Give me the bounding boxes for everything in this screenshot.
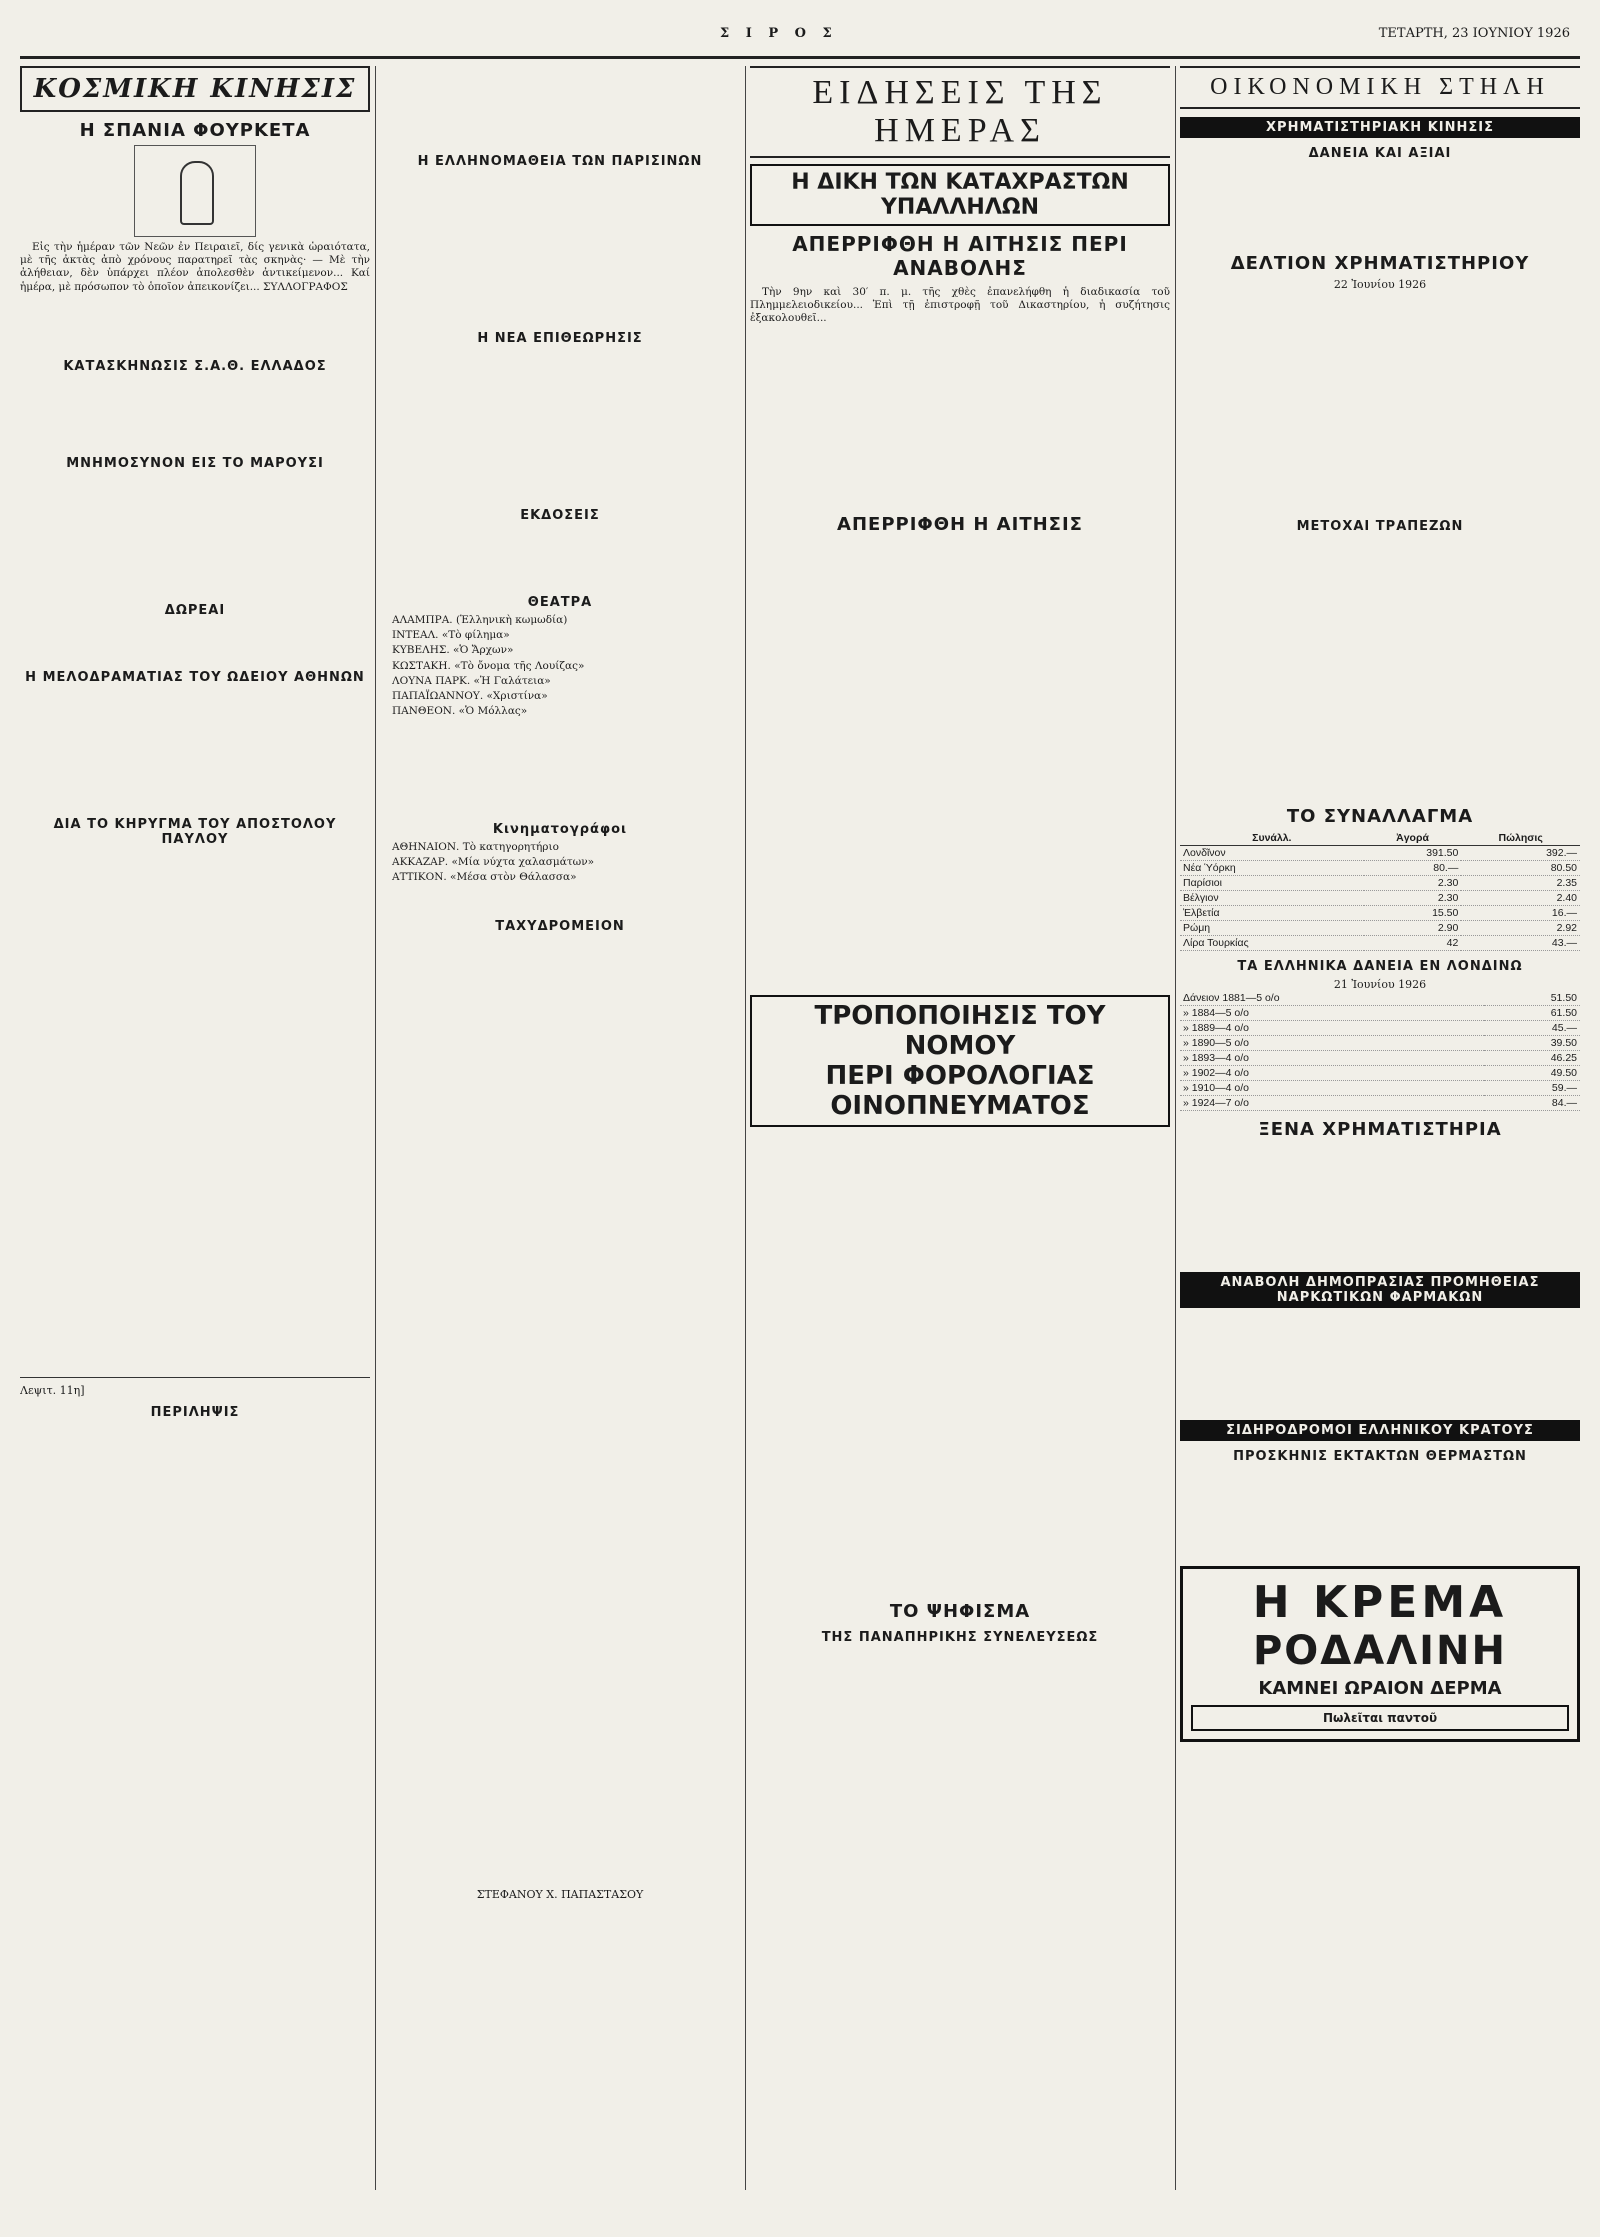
loan-row: » 1924—7 ο/ο 84.— (1180, 1096, 1580, 1111)
divider (20, 1377, 370, 1378)
section-title: ΤΟ ΣΥΝΑΛΛΑΓΜΑ (1286, 806, 1474, 827)
newspaper-page (20, 20, 1580, 2190)
date-line: 22 Ἰουνίου 1926 (1333, 278, 1427, 291)
section-title: ΤΑΧΥΔΡΟΜΕΙΟΝ (495, 919, 625, 934)
section-title: ΔΕΛΤΙΟΝ ΧΡΗΜΑΤΙΣΤΗΡΙΟΥ (1230, 253, 1530, 274)
social-masthead: ΚΟΣΜΙΚΗ ΚΙΝΗΣΙΣ (20, 66, 370, 112)
article-body: Τὴν 9ην καὶ 30′ π. μ. τῆς χθὲς ἐπανελήφθη ἡ διαδικασία τοῦ Πλημμελειοδικείου... Ἐπὶ τῇ ἐπιστροφῇ τοῦ Δικαστηρίου, ἡ συζήτησις ἐξακολουθεῖ... (750, 286, 1170, 325)
column-daily-news (750, 66, 1170, 2190)
section-title: ΑΠΕΡΡΙΦΘΗ Η ΑΙΤΗΣΙΣ (837, 514, 1083, 535)
economic-masthead: ΟΙΚΟΝΟΜΙΚΗ ΣΤΗΛΗ (1180, 66, 1580, 109)
section-title: Η ΕΛΛΗΝΟΜΑΘΕΙΑ ΤΩΝ ΠΑΡΙΣΙΝΩΝ (417, 154, 703, 169)
securities-table (1180, 291, 1580, 511)
loan-row: » 1884—5 ο/ο 61.50 (1180, 1006, 1580, 1021)
section-body (750, 1133, 1170, 1593)
section-body (1180, 1312, 1580, 1412)
section-title: ΚΑΤΑΣΚΗΝΩΣΙΣ Σ.Α.Θ. ΕΛΛΑΔΟΣ (63, 359, 327, 374)
section-body (20, 689, 370, 809)
section-title: ΑΝΑΒΟΛΗ ΔΗΜΟΠΡΑΣΙΑΣ ΠΡΟΜΗΘΕΙΑΣ ΝΑΡΚΩΤΙΚΩΝ ΦΑΡΜΑΚΩΝ (1180, 1272, 1580, 1308)
exchange-row: Ἑλβετία 15.50 16.— (1180, 906, 1580, 921)
section-title: ΜΕΤΟΧΑΙ ΤΡΑΠΕΖΩΝ (1296, 519, 1464, 534)
date-line: 21 Ἰουνίου 1926 (1333, 978, 1427, 991)
section-body (750, 539, 1170, 989)
section-body (20, 1424, 370, 1824)
article-continuation (380, 66, 740, 146)
section-body (380, 938, 740, 1888)
advertisement: Η ΚΡΕΜΑ ΡΟΔΑΛΙΝΗ ΚΑΜΝΕΙ ΩΡΑΙΟΝ ΔΕΡΜΑ Πωλεῖται παντοῦ (1180, 1566, 1580, 1742)
newspaper-name: Σ Ι Ρ Ο Σ (720, 26, 838, 41)
theatre-listings: ΑΛΑΜΠΡΑ. (Ἑλληνικὴ κωμωδία) ΙΝΤΕΑΛ. «Τὸ φίλημα» ΚΥΒΕΛΗΣ. «Ὁ Ἄρχων» ΚΩΣΤΑΚΗ. «Τὸ ὄνομα τῆς Λουίζας» ΛΟΥΝΑ ΠΑΡΚ. «Ἡ Γαλάτεια» ΠΑΠΑΪΩΑΝΝΟΥ. «Χριστίνα» ΠΑΝΘΕΟΝ. «Ὁ Μόλλας» (392, 614, 585, 718)
section-title: ΔΩΡΕΑΙ (164, 603, 226, 618)
section-body (380, 350, 740, 500)
stocks-table (1180, 538, 1580, 798)
section-title: ΞΕΝΑ ΧΡΗΜΑΤΙΣΤΗΡΙΑ (1258, 1119, 1502, 1140)
exchange-row: Λονδῖνον 391.50 392.— (1180, 846, 1580, 861)
exchange-row: Ρώμη 2.90 2.92 (1180, 921, 1580, 936)
section-body (380, 173, 740, 323)
column-economic (1180, 66, 1580, 2190)
headline: ΑΠΕΡΡΙΦΘΗ Η ΑΙΤΗΣΙΣ ΠΕΡΙ ΑΝΑΒΟΛΗΣ (792, 232, 1128, 280)
section-body (1180, 1144, 1580, 1264)
exchange-row: Νέα Ὑόρκη 80.— 80.50 (1180, 861, 1580, 876)
section-title: ΘΕΑΤΡΑ (527, 595, 593, 610)
section-body (1180, 165, 1580, 245)
continuation-caption: Λεψιτ. 11η] (20, 1384, 85, 1397)
column-news-arts (380, 66, 740, 2190)
banner-headline-2: ΤΡΟΠΟΠΟΙΗΣΙΣ ΤΟΥ ΝΟΜΟΥ ΠΕΡΙ ΦΟΡΟΛΟΓΙΑΣ ΟΙΝΟΠΝΕΥΜΑΤΟΣ (750, 995, 1170, 1127)
article-body: Εἰς τὴν ἡμέραν τῶν Νεῶν ἐν Πειραιεῖ, δίς γενικὰ ὡραιότατα, μὲ τῆς ἀκτὰς ἀπὸ χρόνους παρατηρεῖ τὰς σκηνὰς· — Μὲ τὴν ἀλήθειαν, δὲν ὑπάρχει πλέον ἀπολεσθὲν ἀντικείμενον... Καί ἡμέρα, μὲ πρόσωπον τὸ ὁποῖον ἀπεικονίζει... ΣΥΛΛΟΓΡΑΦΟΣ (20, 241, 370, 293)
section-body (20, 378, 370, 448)
section-title: ΤΑ ΕΛΛΗΝΙΚΑ ΔΑΝΕΙΑ ΕΝ ΛΟΝΔΙΝΩ (1237, 959, 1523, 974)
section-title: Η ΝΕΑ ΕΠΙΘΕΩΡΗΣΙΣ (477, 331, 643, 346)
exchange-row: Βέλγιον 2.30 2.40 (1180, 891, 1580, 906)
section-body (380, 527, 740, 587)
section-body (1180, 1468, 1580, 1558)
section-body (20, 475, 370, 595)
exchange-row: Παρίσιοι 2.30 2.35 (1180, 876, 1580, 891)
section-subtitle: ΤΗΣ ΠΑΝΑΠΗΡΙΚΗΣ ΣΥΝΕΛΕΥΣΕΩΣ (821, 1630, 1099, 1645)
section-title: ΕΚΔΟΣΕΙΣ (520, 508, 600, 523)
section-body (20, 851, 370, 1371)
column-social (20, 66, 370, 2190)
section-title: ΔΙΑ ΤΟ ΚΗΡΥΓΜΑ ΤΟΥ ΑΠΟΣΤΟΛΟΥ ΠΑΥΛΟΥ (53, 817, 337, 847)
column-divider (375, 66, 376, 2190)
section-title: ΜΝΗΜΟΣΥΝΟΝ ΕΙΣ ΤΟ ΜΑΡΟΥΣΙ (66, 456, 324, 471)
article-title: Η ΣΠΑΝΙΑ ΦΟΥΡΚΕΤΑ (79, 120, 311, 141)
daily-news-masthead: ΕΙΔΗΣΕΙΣ ΤΗΣ ΗΜΕΡΑΣ (750, 66, 1170, 158)
section-body (750, 1649, 1170, 1849)
section-title: ΔΑΝΕΙΑ ΚΑΙ ΑΞΙΑΙ (1308, 146, 1452, 161)
cinema-listings: ΑΘΗΝΑΙΟΝ. Τὸ κατηγορητήριο ΑΚΚΑΖΑΡ. «Μία νύχτα χαλασμάτων» ΑΤΤΙΚΟΝ. «Μέσα στὸν Θάλασσα» (392, 841, 595, 884)
section-subtitle: ΠΡΟΣΚΗΝΙΣ ΕΚΤΑΚΤΩΝ ΘΕΡΜΑΣΤΩΝ (1233, 1449, 1527, 1464)
section-body (20, 622, 370, 662)
section-title: ΠΕΡΙΛΗΨΙΣ (150, 1405, 240, 1420)
section-title: Η ΜΕΛΟΔΡΑΜΑΤΙΑΣ ΤΟΥ ΩΔΕΙΟΥ ΑΘΗΝΩΝ (25, 670, 365, 685)
exchange-row: Λίρα Τουρκίας 42 43.— (1180, 936, 1580, 951)
issue-date: ΤΕΤΑΡΤΗ, 23 ΙΟΥΝΙΟΥ 1926 (1378, 26, 1570, 41)
section-title: ΤΟ ΨΗΦΙΣΜΑ (889, 1601, 1031, 1622)
column-divider (1175, 66, 1176, 2190)
loan-row: » 1902—4 ο/ο 49.50 (1180, 1066, 1580, 1081)
section-title: ΣΙΔΗΡΟΔΡΟΜΟΙ ΕΛΛΗΝΙΚΟΥ ΚΡΑΤΟΥΣ (1180, 1420, 1580, 1441)
loan-row: » 1889—4 ο/ο 45.— (1180, 1021, 1580, 1036)
section-title: ΧΡΗΜΑΤΙΣΤΗΡΙΑΚΗ ΚΙΝΗΣΙΣ (1180, 117, 1580, 138)
banner-headline: Η ΔΙΚΗ ΤΩΝ ΚΑΤΑΧΡΑΣΤΩΝ ΥΠΑΛΛΗΛΩΝ (750, 164, 1170, 226)
loan-row: » 1890—5 ο/ο 39.50 (1180, 1036, 1580, 1051)
exchange-table: Συνάλλ. Ἀγορά Πώλησις Λονδῖνον 391.50 392.— Νέα Ὑόρκη 80.— 80.50 Παρίσιοι 2.30 2.35 Βέλγιον 2.30 2.40 Ἑλβετία 15.50 16.— Ρώμη 2.90 2.92 Λίρα Τουρκίας 42 43.— (1180, 831, 1580, 951)
section-title: Κινηματογράφοι (492, 822, 628, 837)
loan-row: Δάνειον 1881—5 ο/ο 51.50 (1180, 991, 1580, 1006)
running-head (20, 20, 1580, 50)
signature: ΣΤΕΦΑΝΟΥ Χ. ΠΑΠΑΣΤΑΣΟΥ (476, 1888, 644, 1901)
loan-row: » 1910—4 ο/ο 59.— (1180, 1081, 1580, 1096)
loans-table (1180, 991, 1580, 1111)
loan-row: » 1893—4 ο/ο 46.25 (1180, 1051, 1580, 1066)
illustration-image (134, 145, 256, 237)
column-divider (745, 66, 746, 2190)
top-rule (20, 56, 1580, 59)
